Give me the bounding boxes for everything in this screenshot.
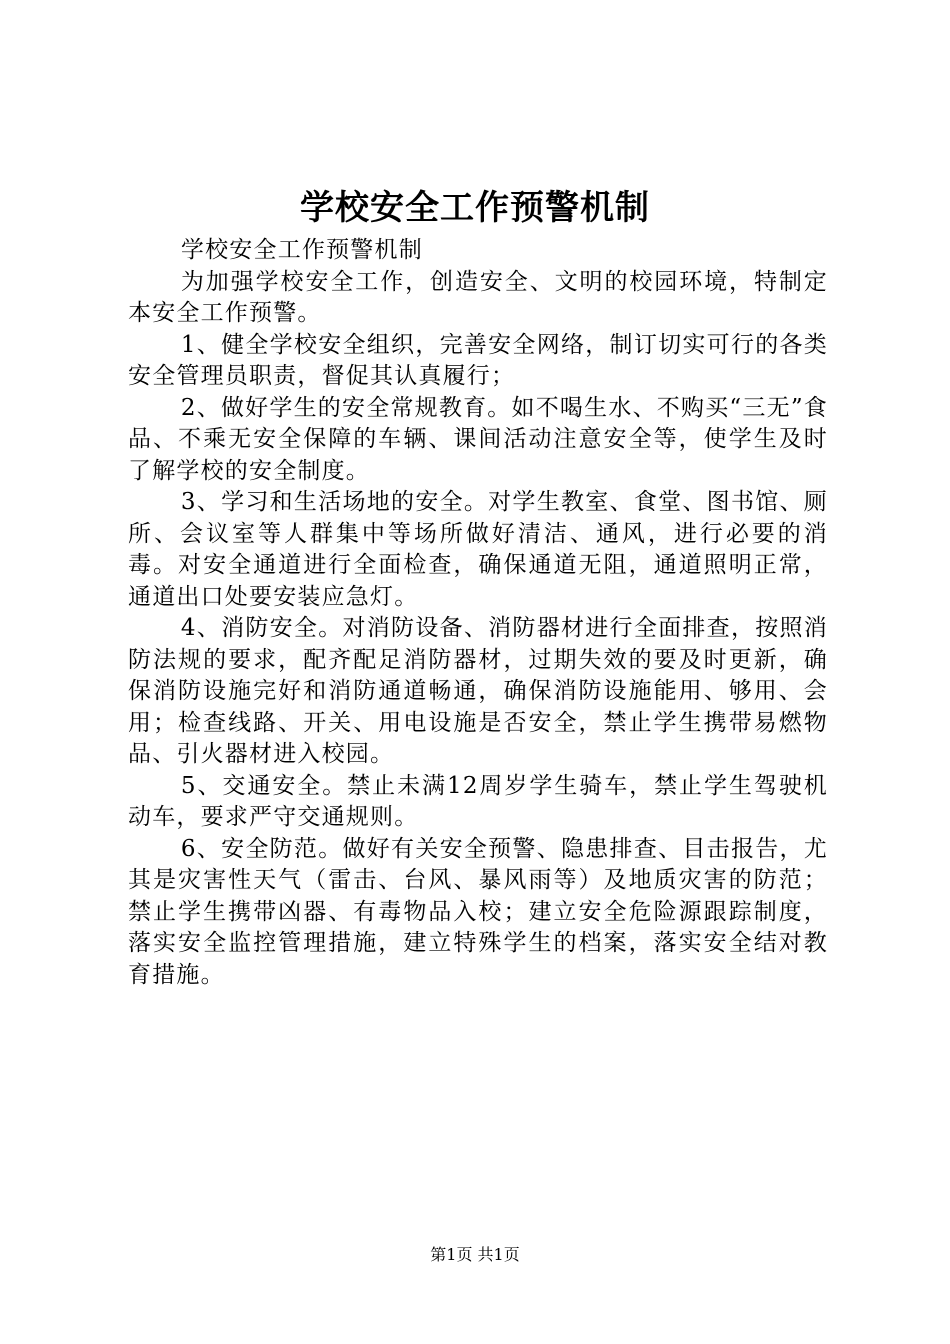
page-footer: 第1页 共1页 (430, 1245, 520, 1264)
body-paragraph-item-6: 6、安全防范。做好有关安全预警、隐患排查、目击报告，尤其是灾害性天气（雷击、台风、暴风雨等）及地质灾害的防范；禁止学生携带凶器、有毒物品入校；建立安全危险源跟踪制度，落实安全监控管理措施，建立特殊学生的档案，落实安全结对教育措施。 (128, 835, 828, 988)
body-paragraph-item-3: 3、学习和生活场地的安全。对学生教室、食堂、图书馆、厕所、会议室等人群集中等场所做好清洁、通风，进行必要的消毒。对安全通道进行全面检查，确保通道无阻，通道照明正常，通道出口处要安装应急灯。 (128, 489, 828, 610)
document-body (128, 235, 828, 991)
body-paragraph-item-2: 2、做好学生的安全常规教育。如不喝生水、不购买“三无”食品、不乘无安全保障的车辆、课间活动注意安全等，使学生及时了解学校的安全制度。 (128, 394, 828, 484)
document-title: 学校安全工作预警机制 (300, 188, 650, 228)
body-paragraph-item-4: 4、消防安全。对消防设备、消防器材进行全面排查，按照消防法规的要求，配齐配足消防器材，过期失效的要及时更新，确保消防设施完好和消防通道畅通，确保消防设施能用、够用、会用；检查线路、开关、用电设施是否安全，禁止学生携带易燃物品、引火器材进入校园。 (128, 615, 828, 767)
body-paragraph-intro: 为加强学校安全工作，创造安全、文明的校园环境，特制定本安全工作预警。 (128, 268, 828, 326)
body-paragraph-subtitle: 学校安全工作预警机制 (180, 237, 423, 263)
body-paragraph-item-5: 5、交通安全。禁止未满12周岁学生骑车，禁止学生驾驶机动车，要求严守交通规则。 (128, 772, 828, 830)
body-paragraph-item-1: 1、健全学校安全组织，完善安全网络，制订切实可行的各类安全管理员职责，督促其认真履行； (128, 331, 828, 389)
